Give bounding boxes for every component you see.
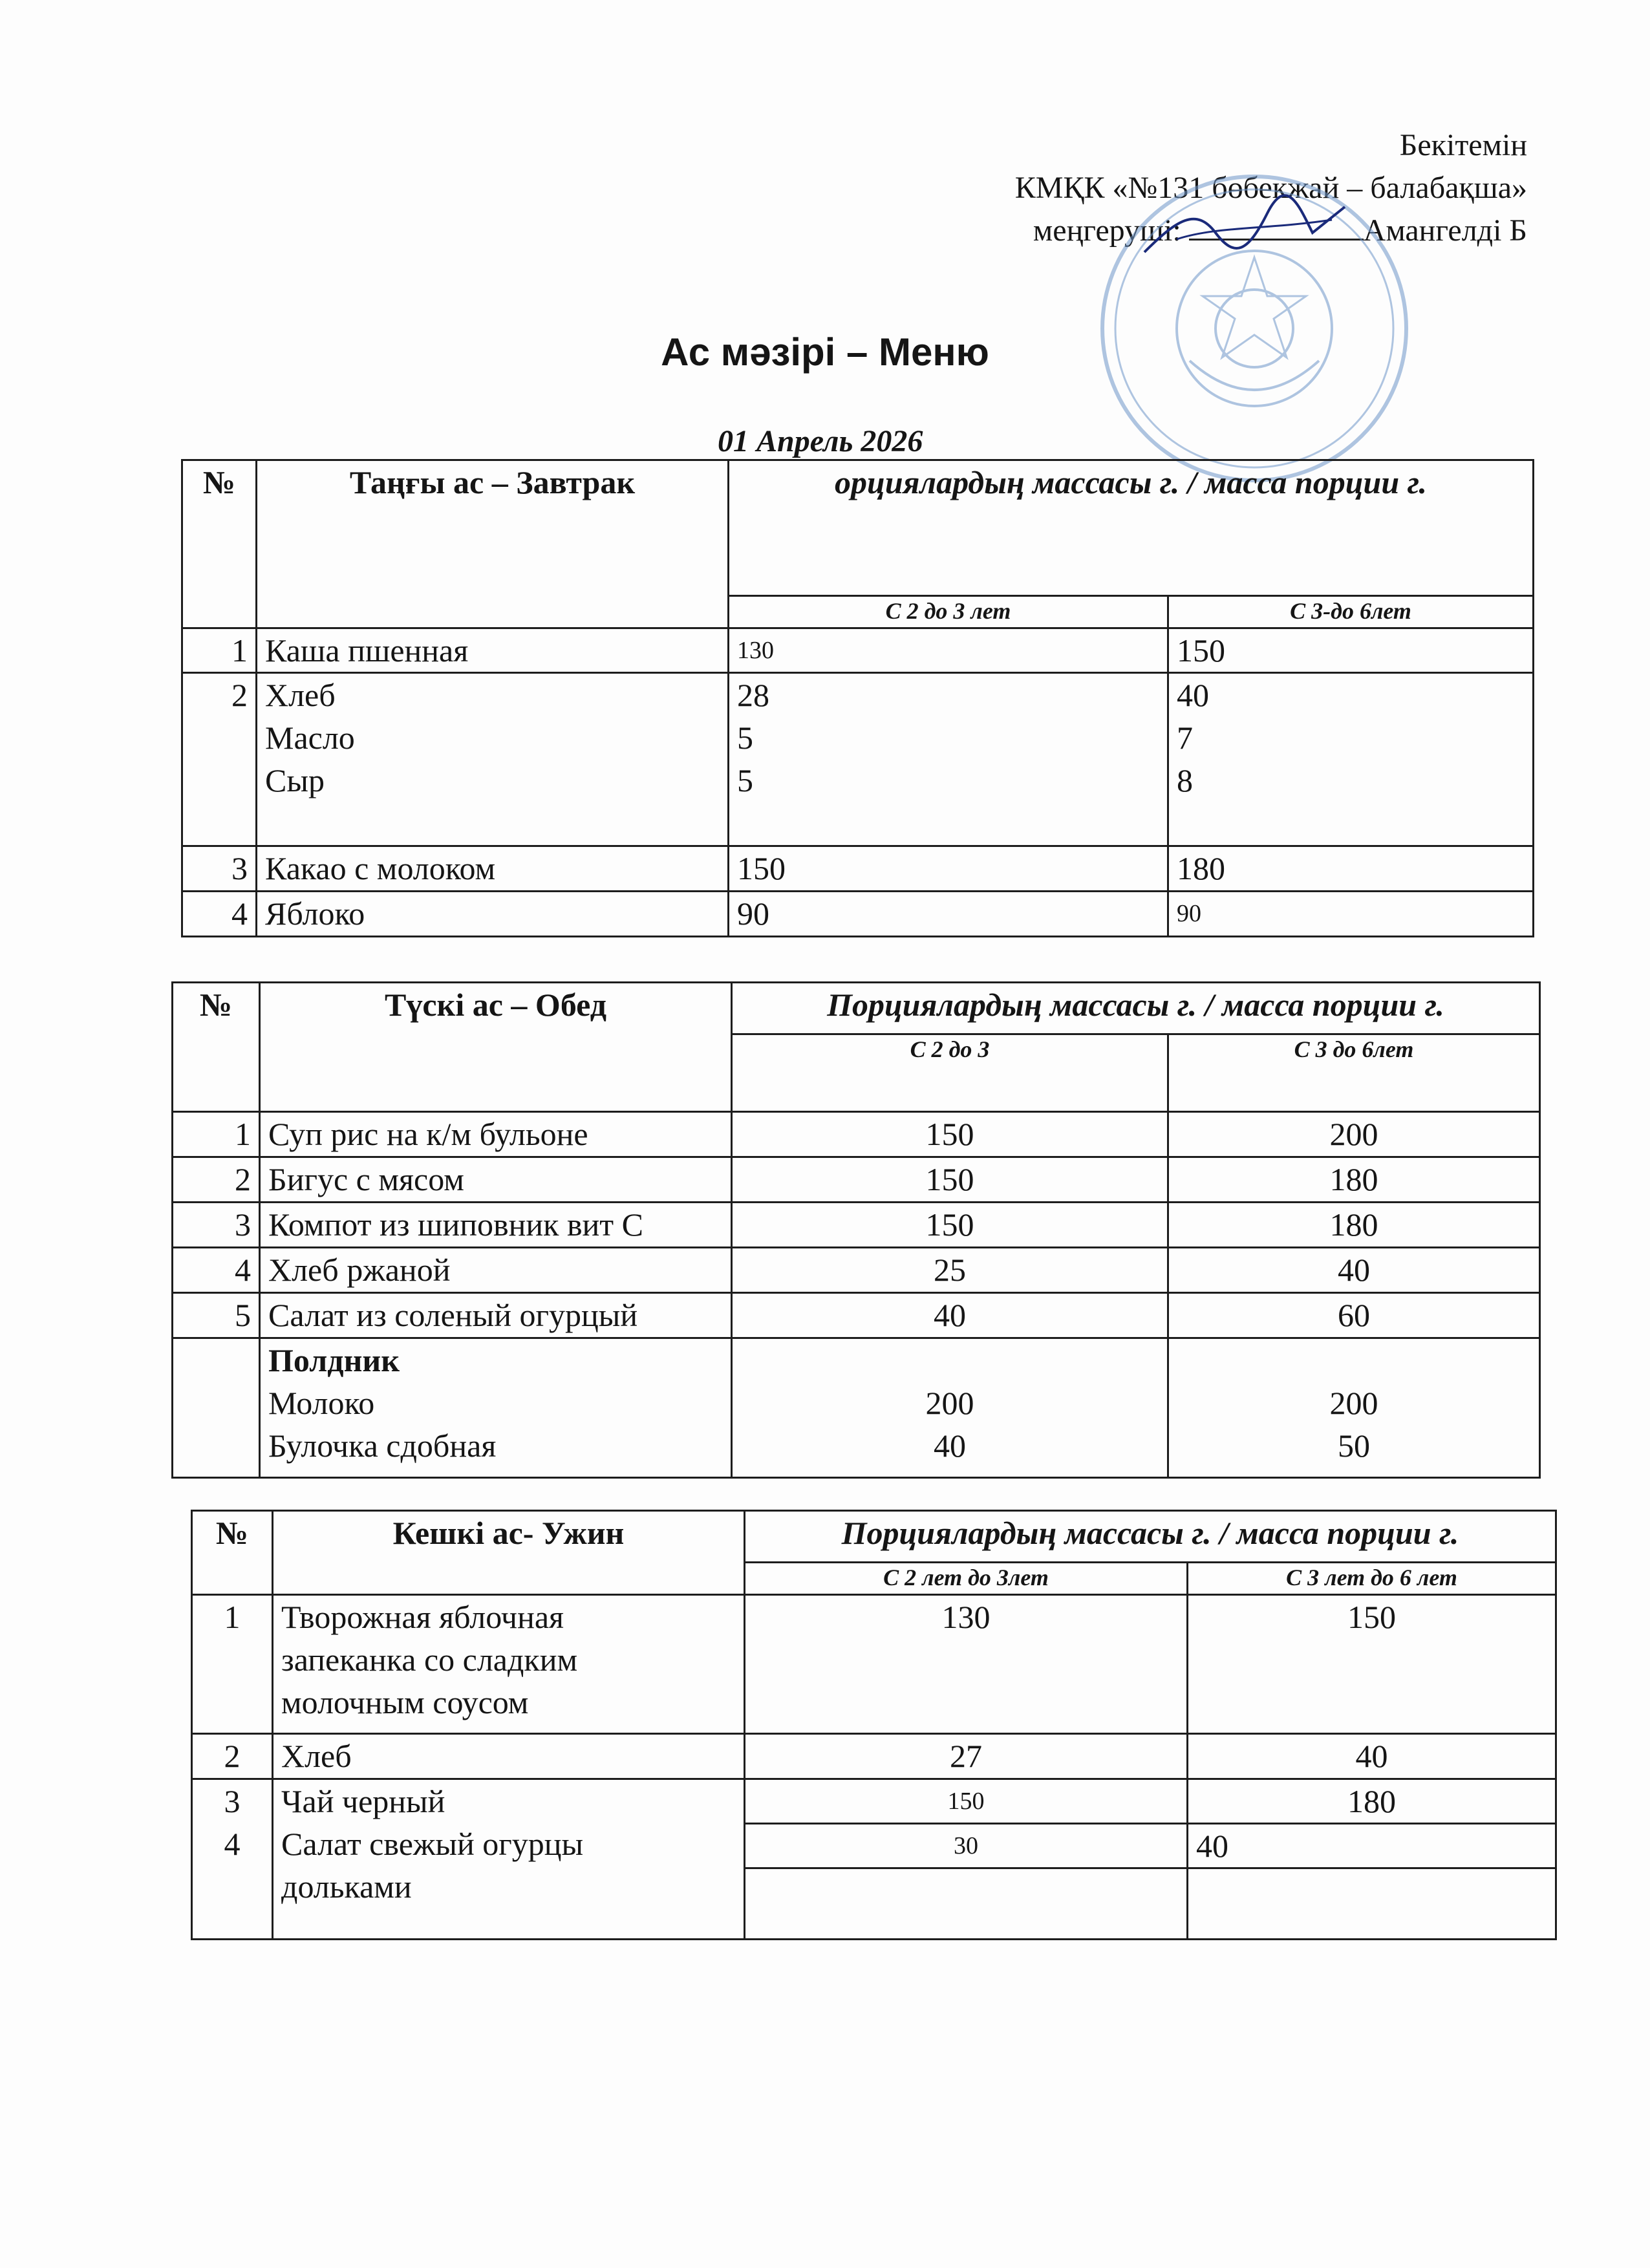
lunch-sub-b: С 3 до 6лет [1168,1034,1540,1112]
table-row [182,846,1534,892]
row-number: 4 [182,892,257,937]
lunch-col-mass: Порциялардың массасы г. / масса порции г. [732,983,1540,1034]
table-row [173,1248,1540,1293]
portion-age-3-6: 150 [1188,1595,1556,1734]
row-number: 1 [182,628,257,673]
portion-age-3-6: 60 [1168,1293,1540,1338]
row-number: 1 [192,1595,273,1734]
snack-portions-age-3-6 [1168,1338,1540,1478]
breakfast-sub-b: С 3-до 6лет [1168,596,1534,628]
dish-names [273,1595,745,1734]
portion-value: 200 [1329,1385,1378,1421]
table-row [182,892,1534,937]
portion-value: 50 [1338,1428,1370,1464]
dish-name: Молоко [268,1385,375,1421]
lunch-col-num: № [173,983,260,1112]
portion-age-3-6: 180 [1168,1203,1540,1248]
dish-name: Салат свежый огурцы [281,1826,584,1862]
table-row [182,628,1534,673]
portion-age-3-6: 180 [1168,846,1534,892]
row-numbers [192,1779,273,1940]
portion-age-2-3: 150 [732,1203,1168,1248]
lunch-col-name: Түскі ас – Обед [260,983,732,1112]
dish-name: Бигус с мясом [260,1157,732,1203]
portion-age-3-6: 40 [1188,1734,1556,1779]
row-number: 4 [224,1826,241,1862]
row-number-empty [173,1338,260,1478]
row-number: 5 [173,1293,260,1338]
portion-age-2-3: 130 [729,628,1168,673]
table-row [182,673,1534,846]
dish-name: Масло [265,720,355,756]
page-title: Ас мәзірі – Меню [661,330,989,374]
portion-age-3-6: 180 [1168,1157,1540,1203]
portion-age-2-3: 30 [745,1824,1188,1868]
row-number: 2 [182,673,257,846]
portion-age-2-3: 150 [745,1779,1188,1824]
dish-name: Сыр [265,762,325,798]
breakfast-col-name: Таңғы ас – Завтрак [257,460,729,628]
dish-name: Хлеб ржаной [260,1248,732,1293]
lunch-table [171,981,1541,1479]
portion-value: 28 [737,677,769,713]
portion-age-3-6: 40 [1188,1824,1556,1868]
empty-cell [1188,1868,1556,1940]
portion-value: 8 [1177,762,1193,798]
portion-age-3-6: 90 [1168,892,1534,937]
dish-name: Творожная яблочная [281,1599,564,1635]
portion-age-2-3: 25 [732,1248,1168,1293]
dish-name: Хлеб [273,1734,745,1779]
portion-value: 5 [737,762,753,798]
snack-heading: Полдник [268,1342,400,1378]
table-row [173,1157,1540,1203]
portion-age-2-3: 130 [745,1595,1188,1734]
dinner-col-num: № [192,1511,273,1595]
breakfast-sub-a: С 2 до 3 лет [729,596,1168,628]
lunch-sub-a: С 2 до 3 [732,1034,1168,1112]
portion-age-2-3: 27 [745,1734,1188,1779]
portion-age-2-3: 90 [729,892,1168,937]
dish-name: Суп рис на к/м бульоне [260,1112,732,1157]
portion-age-3-6: 40 [1168,1248,1540,1293]
approval-line-2: КМҚК «№131 бөбекжай – балабақша» [1014,171,1527,205]
dish-name: Хлеб [265,677,336,713]
portions-age-2-3 [729,673,1168,846]
row-number: 4 [173,1248,260,1293]
approval-role: меңгеруші: [1033,213,1181,248]
empty-cell [745,1868,1188,1940]
table-row [173,1203,1540,1248]
dish-name: Какао с молоком [257,846,729,892]
table-row [192,1595,1556,1734]
breakfast-table [181,459,1534,937]
portion-age-3-6: 180 [1188,1779,1556,1824]
dish-name: Яблоко [257,892,729,937]
dinner-table [191,1510,1557,1940]
dinner-col-name: Кешкі ас- Ужин [273,1511,745,1595]
snack-portions-age-2-3 [732,1338,1168,1478]
row-number: 2 [173,1157,260,1203]
approval-name: Амангелді Б [1363,213,1527,248]
dinner-col-mass: Порциялардың массасы г. / масса порции г. [745,1511,1556,1563]
portion-age-3-6: 200 [1168,1112,1540,1157]
table-row [173,1293,1540,1338]
signature-scribble [1138,194,1351,265]
portion-age-2-3: 150 [732,1112,1168,1157]
portion-value: 40 [934,1428,966,1464]
approval-line-1: Бекітемін [1399,128,1527,162]
menu-date: 01 Апрель 2026 [718,424,923,458]
snack-row [173,1338,1540,1478]
row-number: 3 [173,1203,260,1248]
table-row [192,1779,1556,1824]
table-row [173,1112,1540,1157]
portion-age-3-6: 150 [1168,628,1534,673]
row-number: 2 [192,1734,273,1779]
portions-age-3-6 [1168,673,1534,846]
dish-name: Компот из шиповник вит С [260,1203,732,1248]
dish-names [273,1779,745,1940]
dish-name: Чай черный [281,1783,445,1819]
portion-age-2-3: 150 [729,846,1168,892]
snack-dishes [260,1338,732,1478]
breakfast-col-num: № [182,460,257,628]
portion-value: 40 [1177,677,1209,713]
portion-age-2-3: 150 [732,1157,1168,1203]
dish-name: Салат из соленый огурцый [260,1293,732,1338]
row-number: 3 [224,1783,241,1819]
dish-name: молочным соусом [281,1684,529,1720]
row-number: 3 [182,846,257,892]
portion-value: 5 [737,720,753,756]
breakfast-col-mass: орциялардың массасы г. / масса порции г. [729,460,1534,596]
dish-name: Каша пшенная [257,628,729,673]
table-row [192,1734,1556,1779]
dinner-sub-b: С 3 лет до 6 лет [1188,1563,1556,1595]
portion-value: 200 [925,1385,974,1421]
portion-value: 7 [1177,720,1193,756]
dish-names [257,673,729,846]
dish-name: запеканка со сладким [281,1642,578,1678]
portion-age-2-3: 40 [732,1293,1168,1338]
dinner-sub-a: С 2 лет до 3лет [745,1563,1188,1595]
dish-name: Булочка сдобная [268,1428,497,1464]
dish-name: дольками [281,1868,412,1905]
row-number: 1 [173,1112,260,1157]
